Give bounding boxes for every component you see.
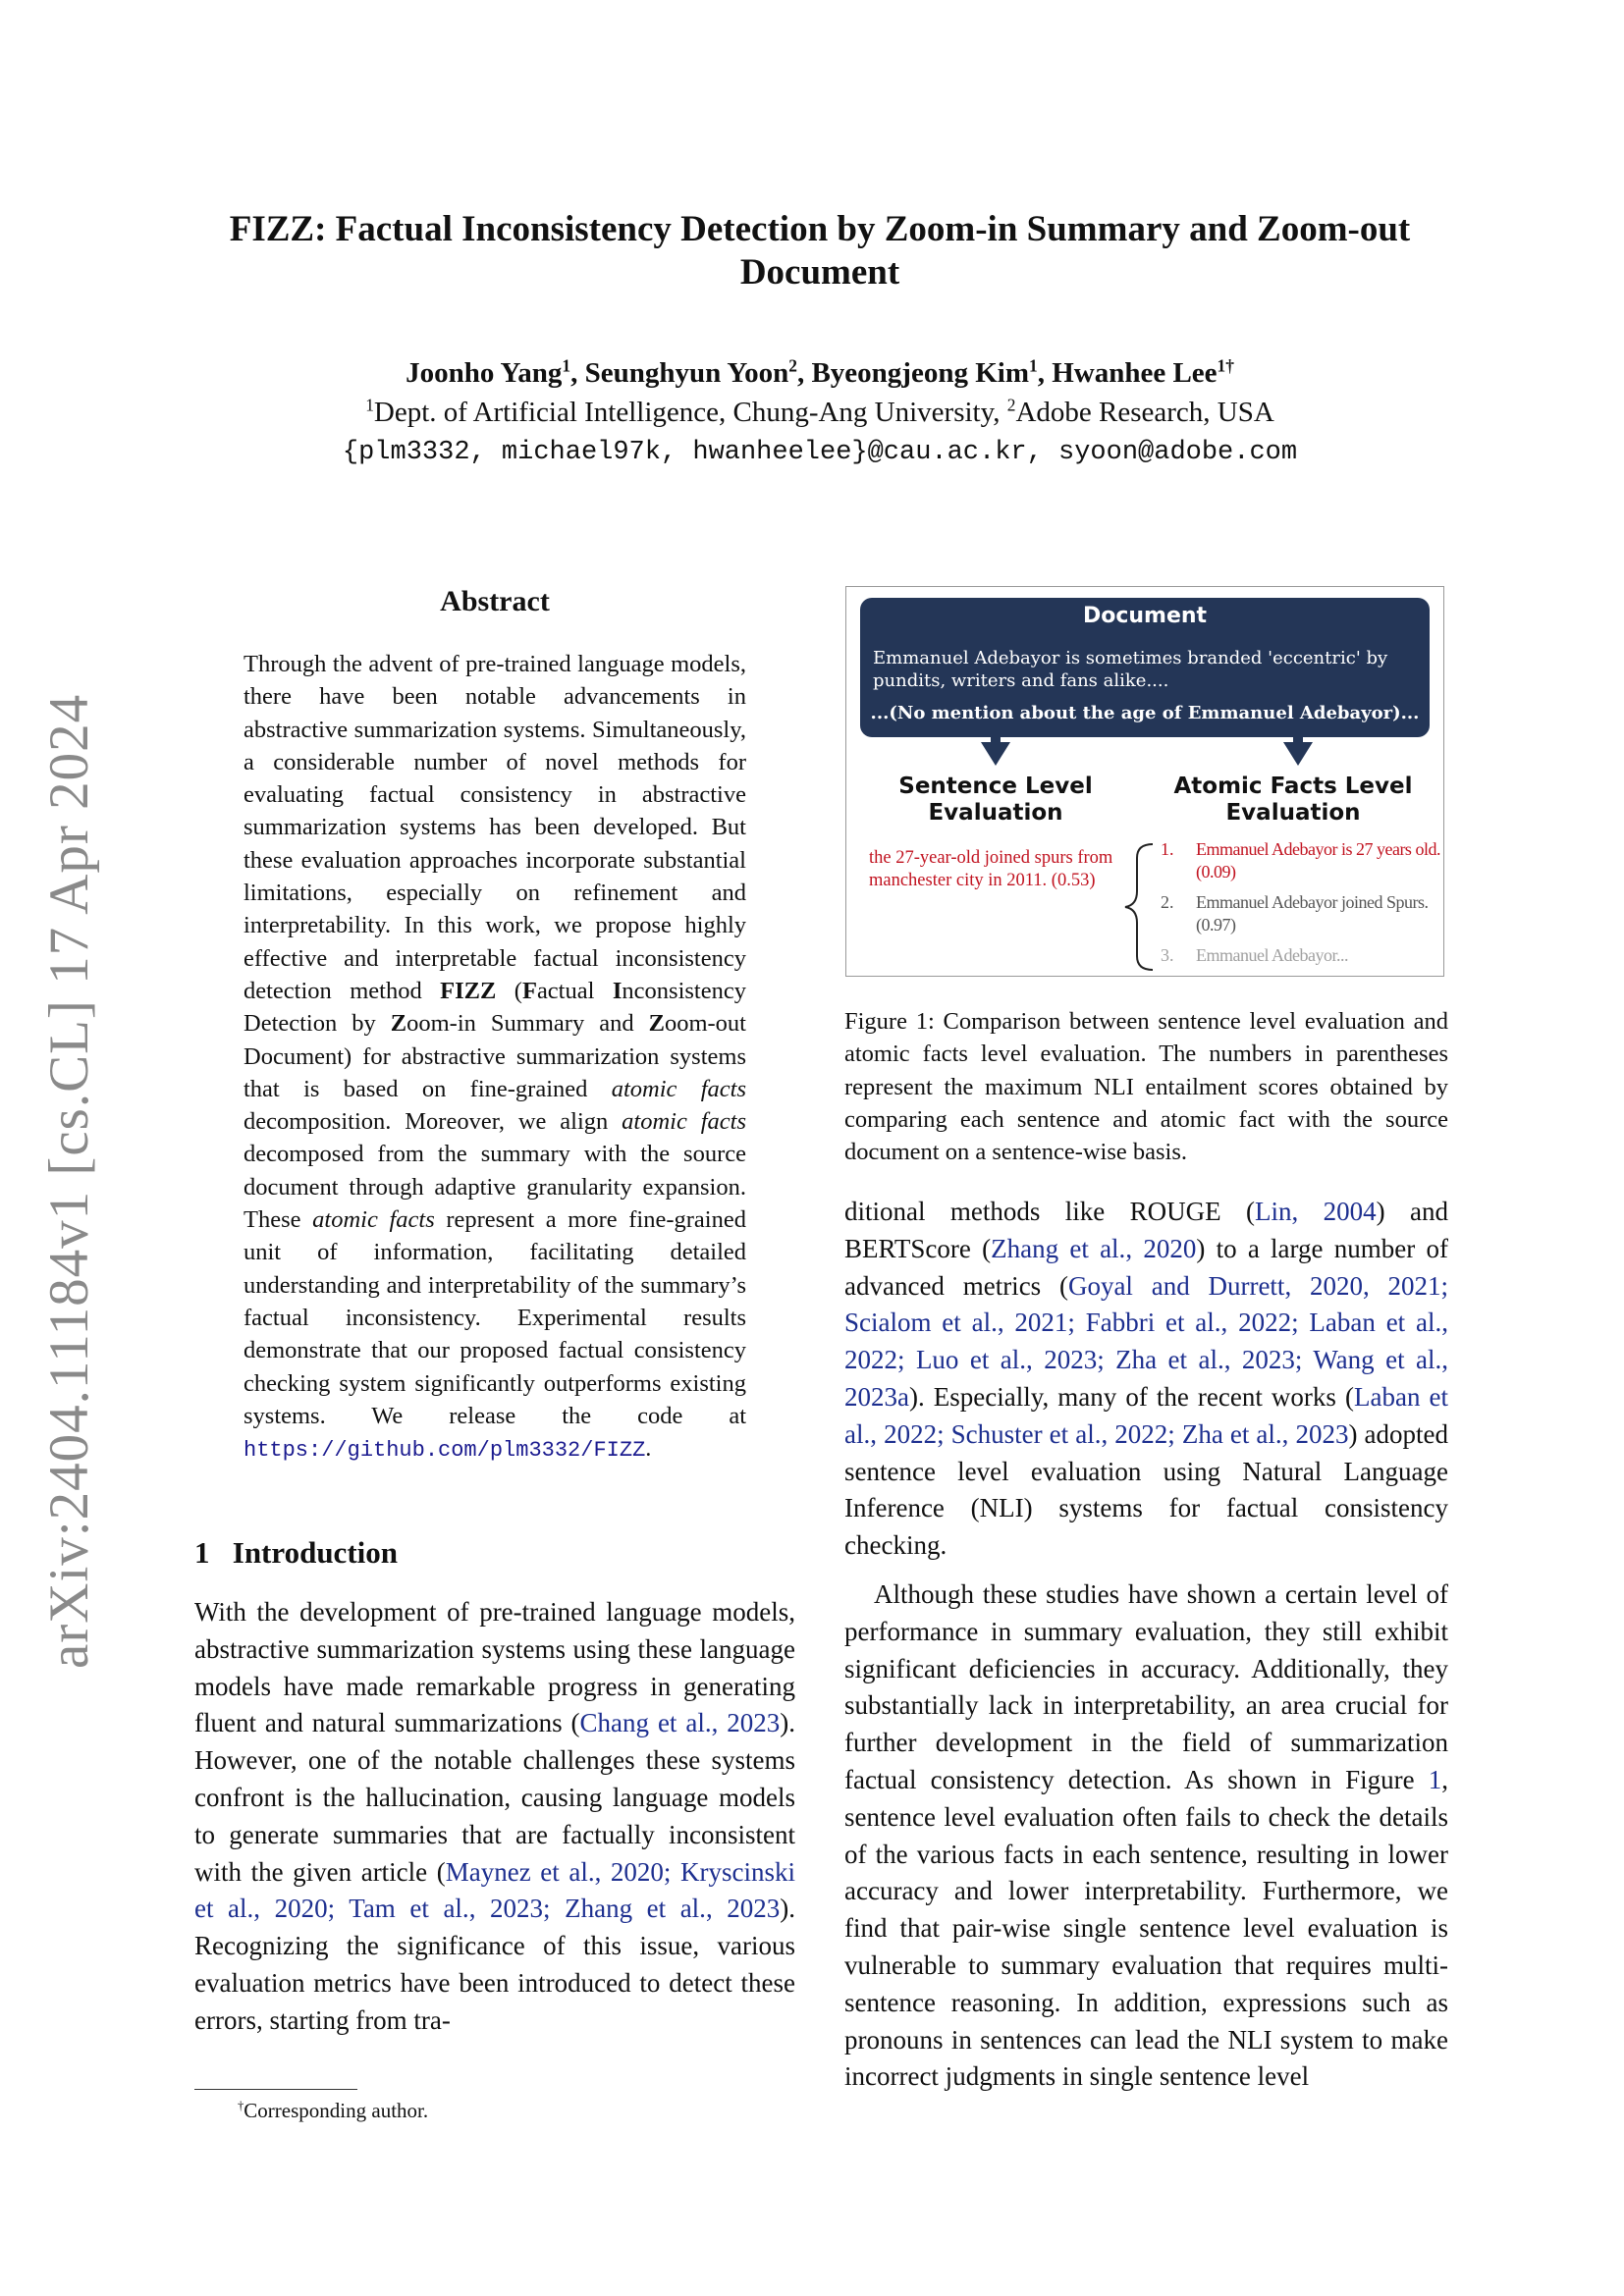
citation-link[interactable]: Zhang et al., 2023 <box>565 1894 781 1924</box>
section-heading: 1 Introduction <box>194 1535 398 1570</box>
author-name: Joonho Yang <box>406 357 563 389</box>
arxiv-identifier: arXiv:2404.11184v1 [cs.CL] 17 Apr 2024 <box>38 693 100 1669</box>
footnote: †Corresponding author. <box>238 2099 429 2122</box>
affil-mark: 1 <box>365 395 374 415</box>
affiliations <box>147 397 1492 429</box>
document-card-text: Emmanuel Adebayor is sometimes branded 'eccentric' by pundits, writers and fans alike.... <box>873 648 1388 691</box>
citation-link[interactable]: Wang et al., 2023a <box>844 1345 1448 1412</box>
atomic-facts-heading: Atomic Facts Level Evaluation <box>1173 774 1413 826</box>
citation-link[interactable]: Zha et al., 2023 <box>1181 1418 1349 1449</box>
code-link[interactable]: https://github.com/plm3332/FIZZ <box>244 1438 646 1464</box>
citation-link[interactable]: Lin, 2004 <box>1255 1197 1377 1226</box>
citation-link[interactable]: Goyal and Durrett, 2020, 2021 <box>1067 1270 1441 1301</box>
author-emails[interactable]: {plm3332, michael97k, hwanheelee}@cau.ac.kr, syoon@adobe.com <box>342 438 1298 467</box>
intro-paragraph-right-2: Although these studies have shown a certain level of performance in summary evaluation, they still exhibit significant deficiencies in accuracy. Additionally, they substantially lack in interpretability, an area crucial for further development in the field of summarization factual consistency detection. As shown in Figure 1, sentence level evaluation often fails to check the details of the various facts in each sentence, resulting in lower accuracy and lower interpretability. Furthermore, we find that pair-wise single sentence level evaluation is vulnerable to summary evaluation that requires multi-sentence reasoning. In addition, expressions such as pronouns in sentences can lead the NLI system to make incorrect judgments in single sentence level <box>844 1579 1448 2092</box>
author-name: Byeongjeong Kim <box>811 357 1029 389</box>
author-list: Joonho Yang$^1$, Seunghyun Yoon$^2$, Byeongjeong Kim$^1$, Hwanhee Lee$^{1\dagger}$ <box>406 355 1234 389</box>
citation-link[interactable]: Tam et al., 2023 <box>349 1894 544 1924</box>
abstract-text: Through the advent of pre-trained language models, there have been notable advancements in abstractive summarization systems. Simultaneously, a considerable number of novel methods for evaluating factual consistency in abstractive summarization systems has been developed. But these evaluation approaches incorporate substantial limitations, especially on refinement and interpretability. In this work, we propose highly effective and interpretable factual inconsistency detection method FIZZ (Factual Inconsistency Detection by Zoom-in Summary and Zoom-out Document) for abstractive summarization systems that is based on fine-grained atomic facts decomposition. Moreover, we align atomic facts decomposed from the summary with the source document through adaptive granularity expansion. These atomic facts represent a more fine-grained unit of information, facilitating detailed understanding and interpretability of the summary’s factual inconsistency. Experimental results demonstrate that our proposed factual consistency checking system significantly outperforms existing systems. We release the code at https://github.com/plm3332/FIZZ. <box>244 651 746 1464</box>
paper-title: FIZZ: Factual Inconsistency Detection by Zoom-in Summary and Zoom-out Document <box>229 209 1411 293</box>
citation-link[interactable]: Laban et al., 2022 <box>844 1308 1448 1375</box>
citation-link[interactable]: Kryscinski et al., 2020 <box>194 1856 795 1924</box>
abstract-heading: Abstract <box>440 585 550 617</box>
citation-link[interactable]: Maynez et al., 2020 <box>445 1856 664 1887</box>
document-card-title: Document <box>1082 604 1208 628</box>
citation-link[interactable]: Chang et al., 2023 <box>579 1708 781 1738</box>
author-affil-mark: 1 <box>1028 355 1038 376</box>
citation-link[interactable]: Laban et al., 2022 <box>844 1381 1448 1449</box>
affil-mark: 2 <box>1006 395 1016 415</box>
author-name: Seunghyun Yoon <box>584 357 789 389</box>
citation-link[interactable]: Fabbri et al., 2022 <box>1085 1308 1292 1338</box>
figure-caption: Figure 1: Comparison between sentence level evaluation and atomic facts level evaluation. The numbers in parentheses represent the maximum NLI entailment scores obtained by comparing each sentence and atomic fact with the source document on a sentence-wise basis. <box>844 1008 1449 1166</box>
author-name: Hwanhee Lee <box>1052 357 1218 389</box>
author-affil-mark: 2 <box>788 355 797 376</box>
intro-paragraph-left: With the development of pre-trained language models, abstractive summarization systems using these language models have made remarkable progress in generating fluent and natural summarizations (Chang et al., 2023). However, one of the notable challenges these systems confront is the hallucination, causing language models to generate summaries that are factually inconsistent with the given article (Maynez et al., 2020; Kryscinski et al., 2020; Tam et al., 2023; Zhang et al., 2023). Recognizing the significance of this issue, various evaluation metrics have been introduced to detect these errors, starting from tra- <box>194 1597 796 2035</box>
figure-1: Document Emmanuel Adebayor is sometimes branded 'eccentric' by pundits, writers and fans alike.... ...(No mention about the age of Emmanuel Adebayor)... Sentence Level Evaluation Atomic Facts Level Evaluation the 27-year-old joined spurs from manchester city in 2011. (0.53) 1. Emmanuel Adebayor is 27 years old. (0.09) 2. Emmanuel Adebayor joined Spurs. (0.97) 3. Emmanuel Adebayor... <box>845 586 1444 977</box>
document-card-note: ...(No mention about the age of Emmanuel Adebayor)... <box>870 703 1420 723</box>
citation-link[interactable]: Zha et al., 2023 <box>1115 1345 1295 1375</box>
citation-link[interactable]: Zhang et al., 2020 <box>991 1233 1197 1263</box>
arrow-down-icon <box>981 742 1010 766</box>
affiliation: Adobe Research, USA <box>1015 397 1274 428</box>
citation-link[interactable]: Luo et al., 2023 <box>915 1345 1098 1375</box>
intro-paragraph-right: ditional methods like ROUGE (Lin, 2004) and BERTScore (Zhang et al., 2020) to a large number of advanced metrics (Goyal and Durrett, 2020, 2021; Scialom et al., 2021; Fabbri et al., 2022; Laban et al., 2022; Luo et al., 2023; Zha et al., 2023; Wang et al., 2023a). Especially, many of the recent works (Laban et al., 2022; Schuster et al., 2022; Zha et al., 2023) adopted sentence level evaluation using Natural Language Inference (NLI) systems for factual consistency checking. <box>844 1197 1449 1561</box>
footnote-rule <box>194 2089 357 2090</box>
curly-brace-icon <box>1125 844 1153 970</box>
figure-reference-link[interactable]: 1 <box>1428 1764 1442 1794</box>
citation-link[interactable]: Schuster et al., 2022 <box>950 1418 1168 1449</box>
author-affil-mark: 1† <box>1217 355 1234 376</box>
affiliation: Dept. of Artificial Intelligence, Chung-Ang University, <box>373 397 1007 428</box>
arrow-down-icon <box>1283 742 1313 766</box>
sentence-evaluation-text: the 27-year-old joined spurs from manchester city in 2011. (0.53) <box>869 848 1113 890</box>
citation-link[interactable]: Scialom et al., 2021 <box>844 1308 1068 1338</box>
author-affil-mark: 1 <box>562 355 571 376</box>
sentence-level-heading: Sentence Level Evaluation <box>898 774 1093 826</box>
